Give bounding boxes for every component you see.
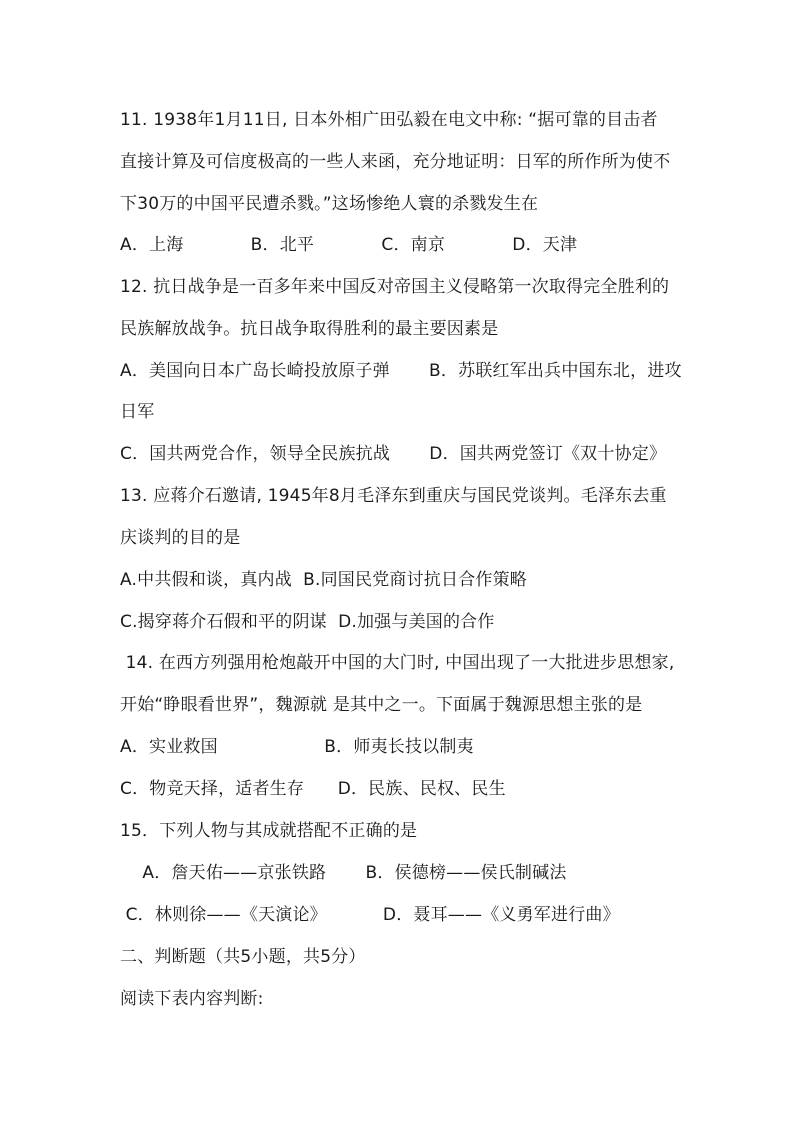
q14-stem-line-1: 14. 在西方列强用枪炮敲开中国的大门时, 中国出现了一大批进步思想家, bbox=[120, 653, 675, 673]
q13-stem-line-1: 13. 应蒋介石邀请, 1945年8月毛泽东到重庆与国民党谈判。毛泽东去重 bbox=[120, 486, 667, 506]
section-instruction: 阅读下表内容判断: bbox=[120, 989, 264, 1009]
q12-options-ab: A．美国向日本广岛长崎投放原子弹 B．苏联红军出兵中国东北，进攻 bbox=[120, 361, 682, 381]
q12-stem-line-2: 民族解放战争。抗日战争取得胜利的最主要因素是 bbox=[120, 319, 499, 339]
q14-options-ab: A．实业救国 B．师夷长技以制夷 bbox=[120, 737, 474, 757]
q15-options-cd: C．林则徐——《天演论》 D．聂耳——《义勇军进行曲》 bbox=[120, 905, 620, 925]
q15-stem: 15．下列人物与其成就搭配不正确的是 bbox=[120, 821, 418, 841]
q12-options-ab-cont: 日军 bbox=[120, 402, 155, 422]
q14-stem-line-2: 开始“睁眼看世界”，魏源就 是其中之一。下面属于魏源思想主张的是 bbox=[120, 695, 643, 715]
q13-stem-line-2: 庆谈判的目的是 bbox=[120, 528, 241, 548]
q12-stem-line-1: 12. 抗日战争是一百多年来中国反对帝国主义侵略第一次取得完全胜利的 bbox=[120, 277, 670, 297]
q11-stem-line-3: 下30万的中国平民遭杀戮。”这场惨绝人寰的杀戮发生在 bbox=[120, 194, 539, 214]
q11-stem-line-2: 直接计算及可信度极高的一些人来函，充分地证明：日军的所作所为使不 bbox=[120, 152, 671, 172]
q12-options-cd: C．国共两党合作，领导全民族抗战 D．国共两党签订《双十协定》 bbox=[120, 444, 667, 464]
q13-options-ab: A.中共假和谈，真内战 B.同国民党商讨抗日合作策略 bbox=[120, 570, 528, 590]
section-heading: 二、判断题（共5小题，共5分） bbox=[120, 947, 366, 967]
q14-options-cd: C．物竞天择，适者生存 D．民族、民权、民生 bbox=[120, 779, 506, 799]
q11-stem-line-1: 11. 1938年1月11日, 日本外相广田弘毅在电文中称: “据可靠的目击者 bbox=[120, 110, 658, 130]
q15-options-ab: A．詹天佑——京张铁路 B．侯德榜——侯氏制碱法 bbox=[120, 863, 567, 883]
q11-options: A．上海 B．北平 C．南京 D．天津 bbox=[120, 235, 578, 255]
q13-options-cd: C.揭穿蒋介石假和平的阴谋 D.加强与美国的合作 bbox=[120, 612, 495, 632]
